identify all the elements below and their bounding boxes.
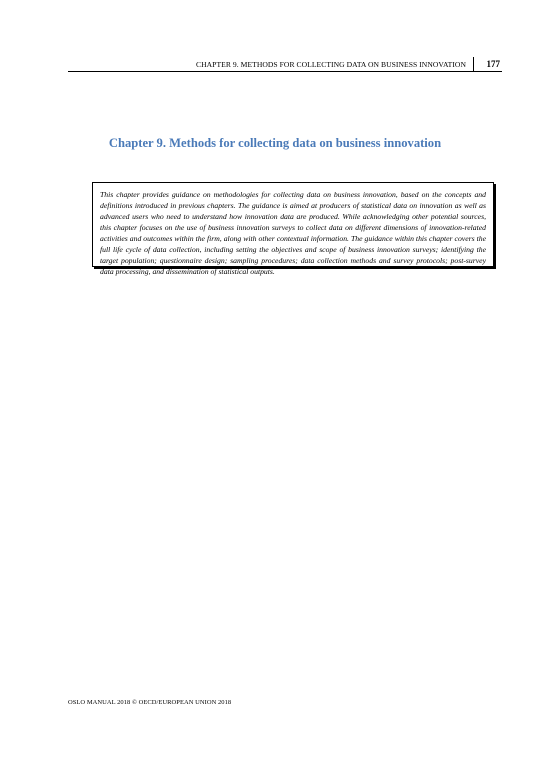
running-header <box>68 57 502 72</box>
running-header-title: CHAPTER 9. METHODS FOR COLLECTING DATA ON BUSINESS INNOVATION <box>196 60 466 69</box>
page-number: 177 <box>486 59 500 69</box>
chapter-abstract-box <box>92 182 494 276</box>
chapter-abstract-text: This chapter provides guidance on methodologies for collecting data on business innovation, based on the concepts and definitions introduced in previous chapters. The guidance is aimed at producers of statistical data on innovation as well as advanced users who need to understand how innovation data are produced. While acknowledging other potential sources, this chapter focuses on the use of business innovation surveys to collect data on different dimensions of innovation-related activities and outcomes within the firm, along with other contextual information. The guidance within this chapter covers the full life cycle of data collection, including setting the objectives and scope of business innovation surveys; identifying the target population; questionnaire design; sampling procedures; data collection methods and survey protocols; post-survey data processing, and dissemination of statistical outputs. <box>100 190 486 276</box>
header-separator <box>473 57 474 71</box>
page-footer: OSLO MANUAL 2018 © OECD/EUROPEAN UNION 2018 <box>68 699 232 706</box>
chapter-title: Chapter 9. Methods for collecting data on business innovation <box>108 136 442 150</box>
